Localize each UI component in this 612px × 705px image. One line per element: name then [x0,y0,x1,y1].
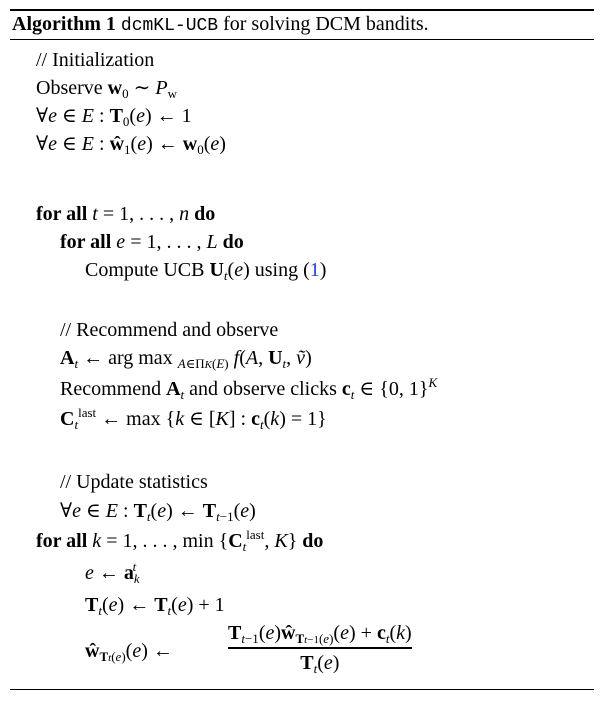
equation-reference-link[interactable]: 1 [309,259,320,281]
argmax-line: $A_t$ ← arg max $_{A\in\Pi K(E)}$ f(A, $U_t$, ṽ) [60,347,312,371]
for-all-k-line: for all k = 1, . . . , $\min \{C_t^{last}$, K} do [36,527,324,554]
bottom-rule [10,689,594,690]
comment-update: // Update statistics [60,471,208,493]
increment-T-line: $T_t(e)$ ← $T_t(e) + 1$ [85,594,225,618]
algorithm-caption [12,13,429,37]
fraction-denominator: $T_t(e)$ [300,651,340,676]
assign-e-line: e ← $a_k^t$ [85,559,140,586]
carry-T-line: ∀e ∈ E : $T_t(e)$ ← $T_{t-1}(e)$ [60,500,256,524]
fraction-bar [228,647,412,649]
update-w-fraction [228,622,412,674]
update-w-lhs: $ŵ_{Tt(e)}(e)$ ← [85,640,173,664]
observe-w0-line: Observe $w_0$ ∼ $P_w$ [36,77,177,101]
top-rule [10,9,594,11]
compute-ucb-line: Compute UCB $U_t(e)$ using (1) [85,259,327,283]
init-T-line: ∀e ∈ E : $T_0(e)$ ← 1 [36,105,192,129]
for-all-e-line: for all e = 1, . . . , L do [60,231,244,253]
algorithm-name: dcmKL-UCB [120,16,219,36]
init-w-line: ∀e ∈ E : $ŵ_1(e)$ ← $w_0(e)$ [36,133,226,157]
comment-recommend: // Recommend and observe [60,319,279,341]
caption-rule [10,39,594,40]
c-last-line: $C_t^{last}$ ← max {k ∈ [K] : $c_t(k) = 1$} [60,405,327,432]
algorithm-description: for solving DCM bandits. [223,13,429,35]
algorithm-label: Algorithm 1 [12,13,116,35]
for-all-t-line: for all t = 1, . . . , n do [36,203,216,225]
recommend-line: Recommend $A_t$ and observe clicks $c_t$ ∈ {0, 1}$^K$ [60,375,438,402]
comment-initialization: // Initialization [36,49,155,71]
fraction-numerator: $T_{t-1}(e)ŵ_{Tt-1(e)}(e) + c_t(k)$ [228,622,412,646]
